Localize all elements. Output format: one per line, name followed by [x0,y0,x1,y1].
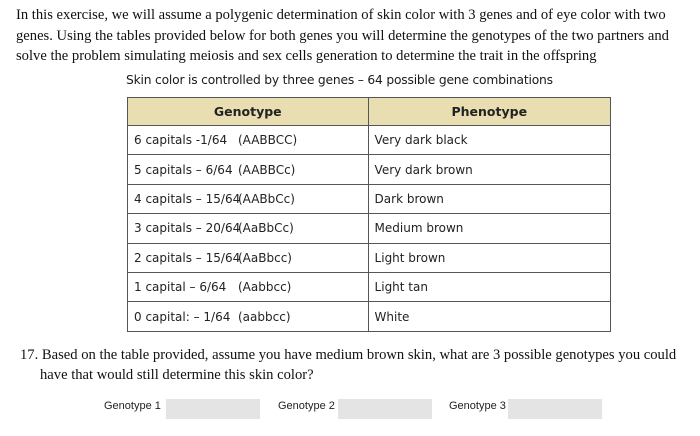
capital-count: 2 capitals – 15/64 [134,250,241,265]
table-row [128,184,611,213]
genotype-2-label: Genotype 2 [278,400,335,412]
genotype-cell [128,184,369,213]
genotype-code: (aabbcc) [238,309,291,324]
phenotype-cell: Light tan [368,272,610,301]
phenotype-cell: Very dark black [368,126,610,155]
genotype-cell [128,243,369,272]
table-row [128,126,611,155]
genotype-cell [128,214,369,243]
intro-paragraph: In this exercise, we will assume a polygenic determination of skin color with 3 genes and of eye color with two genes. Using the tables provided below for both genes you will determine the genotypes of the two partners and solve the problem simulating meiosis and sex cells generation to determine the trait in the offspring [16,7,669,64]
table-row [128,214,611,243]
genotype-code: (AaBbCc) [238,221,294,236]
table-row [128,302,611,331]
capital-count: 6 capitals -1/64 [134,133,228,148]
capital-count: 5 capitals – 6/64 [134,162,233,177]
phenotype-cell: Dark brown [368,184,610,213]
genotype-cell [128,302,369,331]
genotype-code: (AABbCc) [238,191,295,206]
phenotype-cell: Light brown [368,243,610,272]
capital-count: 0 capital: – 1/64 [134,309,231,324]
phenotype-cell: White [368,302,610,331]
genotype-code: (Aabbcc) [238,280,292,295]
genotype-1-label: Genotype 1 [104,400,161,412]
table-row [128,272,611,301]
table-row [128,155,611,184]
genotype-header: Genotype [128,98,369,126]
genotype-cell [128,155,369,184]
genotype-cell [128,126,369,155]
genotype-code: (AABBCC) [238,133,298,148]
capital-count: 3 capitals – 20/64 [134,221,241,236]
table-header-row [128,98,611,126]
phenotype-cell: Medium brown [368,214,610,243]
genotype-3-input[interactable] [508,399,602,419]
phenotype-header: Phenotype [368,98,610,126]
capital-count: 4 capitals – 15/64 [134,191,241,206]
genotype-3-label: Genotype 3 [449,400,506,412]
genotype-code: (AaBbcc) [238,250,292,265]
phenotype-cell: Very dark brown [368,155,610,184]
genotype-2-input[interactable] [338,399,432,419]
genotype-1-input[interactable] [166,399,260,419]
genotype-cell [128,272,369,301]
capital-count: 1 capital – 6/64 [134,280,227,295]
question-17: 17. Based on the table provided, assume you have medium brown skin, what are 3 possible genotypes you could have that would still determine this skin color? [20,347,677,383]
skin-color-table [127,97,611,332]
genotype-code: (AABBCc) [238,162,296,177]
table-caption: Skin color is controlled by three genes – 64 possible gene combinations [126,73,553,87]
table-row [128,243,611,272]
